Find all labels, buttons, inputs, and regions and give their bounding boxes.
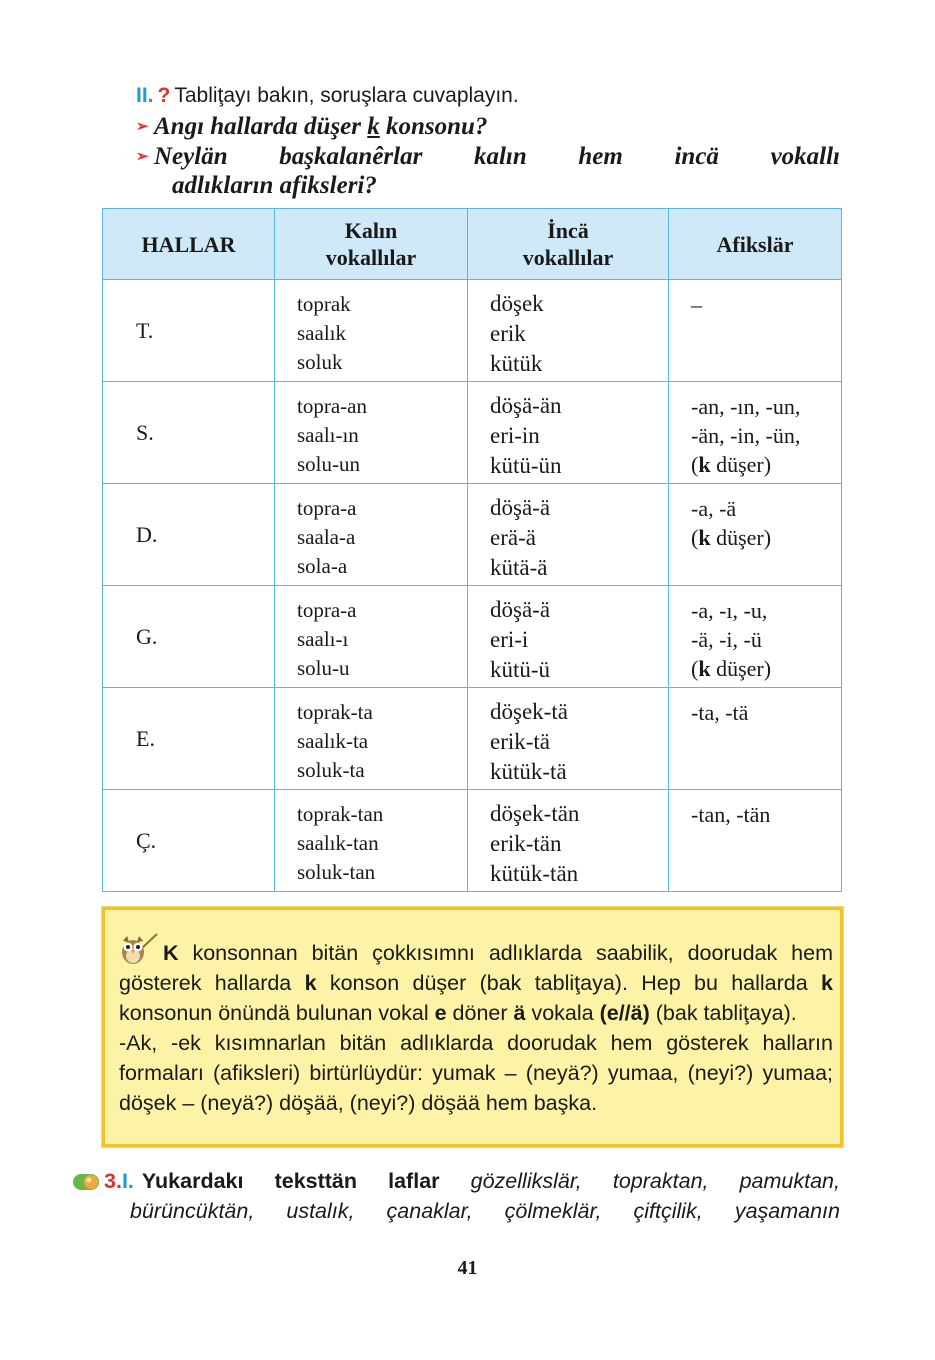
- affix-cell: [669, 484, 842, 586]
- question-2-continuation: adlıkların afiksleri?: [172, 172, 377, 199]
- inca-word: kütük-tän: [490, 861, 579, 886]
- affix-line: -tan, -tän: [691, 802, 771, 827]
- table-row: [103, 280, 842, 382]
- kalin-word: soluk-tan: [297, 860, 376, 884]
- affix-line: -ta, -tä: [691, 700, 749, 725]
- affix-line: (k düşer): [691, 525, 772, 550]
- table-row: [103, 586, 842, 688]
- kalin-word: saala-a: [297, 525, 356, 549]
- arrow-bullet-icon: ➢: [136, 119, 149, 135]
- kalin-word: soluk: [297, 350, 343, 374]
- rule-note-text: K konsonnan bitän çokkısımnı adlıklarda saabilik, doorudak hem gösterek hallarda k konson düşer (bak tabliţaya). Hep bu hallarda k konsonun önündä bulunan vokal e döner ä vokala (e//ä) (bak tabliţaya). -Ak, -ek kısımnarlan bitän adlıklarda doorudak hem gösterek halların formaları (afiksleri) birtürlüydür: yumak – (neyä?) yumaa, (neyi?) yumaa; döşek – (neyä?) döşää, (neyi?) döşää hem başka.: [119, 932, 833, 1118]
- inca-word: kütük-tä: [490, 759, 567, 784]
- inca-word: eri-i: [490, 627, 529, 652]
- case-cell: D.: [103, 484, 275, 586]
- kalin-word: toprak-tan: [297, 802, 384, 826]
- kalin-word: sola-a: [297, 554, 348, 578]
- inca-word: erä-ä: [490, 525, 536, 550]
- table-row: [103, 688, 842, 790]
- kalin-cell: [275, 280, 468, 382]
- affix-line: –: [691, 292, 702, 317]
- inca-cell: [468, 790, 669, 892]
- inca-word: erik: [490, 321, 526, 346]
- affix-line: -a, -ä: [691, 496, 737, 521]
- case-cell: Ç.: [103, 790, 275, 892]
- case-cell: S.: [103, 382, 275, 484]
- kalin-word: topra-an: [297, 394, 367, 418]
- task3-roman: I.: [121, 1169, 134, 1193]
- inca-word: döşek-tä: [490, 699, 568, 724]
- inca-cell: [468, 688, 669, 790]
- task2-heading: [136, 84, 840, 108]
- kalin-cell: [275, 382, 468, 484]
- affix-cell: [669, 586, 842, 688]
- kalin-word: topra-a: [297, 496, 357, 520]
- task3-number: 3.: [104, 1169, 122, 1193]
- case-cell: G.: [103, 586, 275, 688]
- header-kalin: Kalın vokallılar: [275, 209, 468, 280]
- kalin-word: toprak-ta: [297, 700, 373, 724]
- page-number: 41: [457, 1257, 478, 1279]
- rule-note-box: [102, 907, 843, 1147]
- exercise-bullet-icon: [72, 1173, 100, 1191]
- affix-line: -a, -ı, -u,: [691, 598, 768, 623]
- kalin-word: saalık: [297, 321, 346, 345]
- question-mark-icon: ?: [157, 84, 171, 107]
- question-2: ➢ Neylän başkalanêrlar kalın hem incä vokallı: [136, 143, 840, 170]
- inca-word: döşek: [490, 291, 544, 316]
- arrow-bullet-icon: ➢: [136, 149, 149, 165]
- kalin-word: topra-a: [297, 598, 357, 622]
- inca-cell: [468, 586, 669, 688]
- task3-lead: Yukardakı teksttän laflar: [141, 1169, 440, 1193]
- inca-word: erik-tän: [490, 831, 562, 856]
- kalin-word: saalı-ın: [297, 423, 359, 447]
- affix-line: (k düşer): [691, 656, 772, 681]
- task3: 3.I. Yukardakı teksttän laflar gözellikslär, topraktan, pamuktan, bürüncüktän, ustalık, çanaklar, çölmeklär, çiftçilik, yaşamanın: [72, 1166, 840, 1226]
- inca-word: kütü-ü: [490, 657, 551, 682]
- case-table: [102, 208, 842, 892]
- case-cell: E.: [103, 688, 275, 790]
- affix-cell: [669, 382, 842, 484]
- kalin-cell: [275, 484, 468, 586]
- kalin-word: toprak: [297, 292, 351, 316]
- kalin-cell: [275, 586, 468, 688]
- affix-cell: [669, 790, 842, 892]
- inca-cell: [468, 484, 669, 586]
- owl-teacher-icon: [119, 932, 159, 966]
- kalin-word: soluk-ta: [297, 758, 365, 782]
- affix-line: -an, -ın, -un,: [691, 394, 801, 419]
- header-afikslar: Afikslär: [669, 209, 842, 280]
- affix-line: (k düşer): [691, 452, 772, 477]
- task2-instruction: Tabliţayı bakın, soruşlara cuvaplayın.: [174, 84, 519, 107]
- inca-cell: [468, 280, 669, 382]
- inca-word: eri-in: [490, 423, 540, 448]
- kalin-cell: [275, 790, 468, 892]
- affix-line: -än, -in, -ün,: [691, 423, 801, 448]
- table-row: [103, 484, 842, 586]
- table-row: [103, 790, 842, 892]
- table-row: [103, 382, 842, 484]
- inca-word: kütü-ün: [490, 453, 562, 478]
- task3-words: bürüncüktän, ustalık, çanaklar, çölmeklär, çiftçilik, yaşamanın: [130, 1199, 840, 1223]
- header-inca: İncä vokallılar: [468, 209, 669, 280]
- header-hallar: HALLAR: [103, 209, 275, 280]
- task2-roman: II.: [136, 84, 154, 107]
- inca-word: döşä-än: [490, 393, 562, 418]
- table-header-row: [103, 209, 842, 280]
- inca-cell: [468, 382, 669, 484]
- kalin-word: saalı-ı: [297, 627, 349, 651]
- affix-cell: [669, 280, 842, 382]
- inca-word: döşä-ä: [490, 495, 551, 520]
- kalin-word: saalık-tan: [297, 831, 379, 855]
- inca-word: kütä-ä: [490, 555, 548, 580]
- kalin-word: solu-u: [297, 656, 350, 680]
- affix-cell: [669, 688, 842, 790]
- question-1: ➢ Angı hallarda düşer k konsonu?: [136, 113, 488, 140]
- kalin-word: saalık-ta: [297, 729, 369, 753]
- inca-word: erik-tä: [490, 729, 551, 754]
- inca-word: döşä-ä: [490, 597, 551, 622]
- kalin-cell: [275, 688, 468, 790]
- kalin-word: solu-un: [297, 452, 360, 476]
- inca-word: döşek-tän: [490, 801, 580, 826]
- case-cell: T.: [103, 280, 275, 382]
- rule-note-paragraph-2: -Ak, -ek kısımnarlan bitän adlıklarda doorudak hem gösterek halların formaları (afiksleri) birtürlüydür: yumak – (neyä?) yumaa, (neyi?) yumaa; döşek – (neyä?) döşää, (neyi?) döşää hem başka.: [119, 1031, 833, 1115]
- affix-line: -ä, -i, -ü: [691, 627, 762, 652]
- inca-word: kütük: [490, 351, 543, 376]
